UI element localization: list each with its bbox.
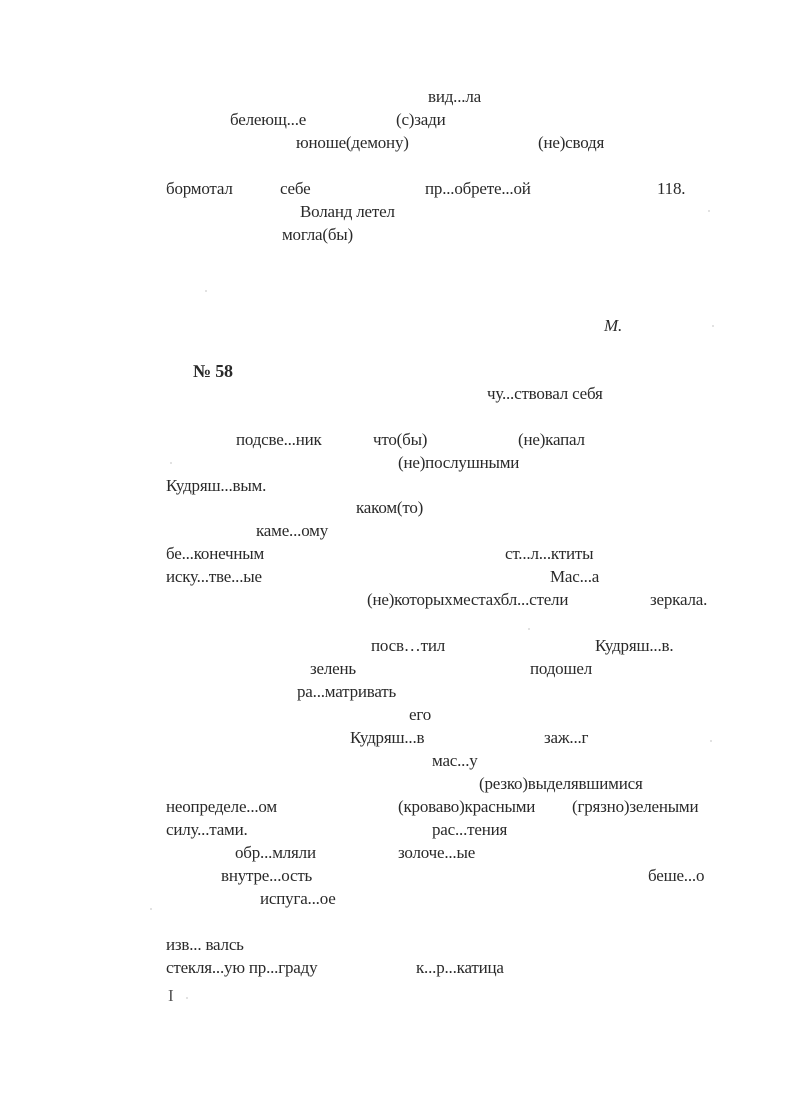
word: подсве...ник bbox=[236, 430, 322, 449]
word: золоче...ые bbox=[398, 843, 476, 862]
word: Кудряш...в bbox=[350, 728, 425, 747]
word: 118. bbox=[657, 179, 686, 198]
word: чу...ствовал себя bbox=[487, 384, 603, 403]
word: мас...у bbox=[432, 751, 478, 770]
word: зелень bbox=[310, 659, 356, 678]
word: обр...мляли bbox=[235, 843, 316, 862]
scan-speck bbox=[170, 462, 172, 464]
word: (резко)выделявшимися bbox=[479, 774, 643, 793]
scan-speck bbox=[186, 997, 188, 999]
word: (грязно)зелеными bbox=[572, 797, 699, 816]
word: Воланд летел bbox=[300, 202, 395, 221]
word: себе bbox=[280, 179, 311, 198]
word: к...р...катица bbox=[416, 958, 504, 977]
scan-speck bbox=[150, 908, 152, 910]
word: Кудряш...в. bbox=[595, 636, 674, 655]
scan-speck bbox=[205, 290, 207, 292]
word: изв... валсь bbox=[166, 935, 244, 954]
word: испуга...ое bbox=[260, 889, 336, 908]
word: (не)капал bbox=[518, 430, 585, 449]
scan-speck bbox=[712, 325, 714, 327]
word: ст...л...ктиты bbox=[505, 544, 594, 563]
word: его bbox=[409, 705, 431, 724]
word: юноше(демону) bbox=[296, 133, 409, 152]
scan-speck bbox=[528, 628, 530, 630]
word: внутре...ость bbox=[221, 866, 313, 885]
word: (кроваво)красными bbox=[398, 797, 536, 816]
word: заж...г bbox=[544, 728, 589, 747]
word: (не)сводя bbox=[538, 133, 605, 152]
word: каме...ому bbox=[256, 521, 329, 540]
scan-speck bbox=[710, 740, 712, 742]
word: иску...тве...ые bbox=[166, 567, 262, 586]
word: пр...обрете...ой bbox=[425, 179, 531, 198]
word: посв…тил bbox=[371, 636, 446, 655]
word: могла(бы) bbox=[282, 225, 353, 244]
word: (не)послушными bbox=[398, 453, 520, 472]
word: белеющ...е bbox=[230, 110, 307, 129]
word: бормотал bbox=[166, 179, 233, 198]
word: силу...тами. bbox=[166, 820, 248, 839]
word: каком(то) bbox=[356, 498, 424, 517]
word: подошел bbox=[530, 659, 592, 678]
word: Мас...а bbox=[550, 567, 600, 586]
word: (не)которыхместахбл...стели bbox=[367, 590, 569, 609]
word: ра...матривать bbox=[297, 682, 397, 701]
word: неопределе...ом bbox=[166, 797, 277, 816]
word: вид...ла bbox=[428, 87, 481, 106]
word: (с)зади bbox=[396, 110, 446, 129]
word: беше...о bbox=[648, 866, 705, 885]
page-mark: I bbox=[168, 986, 174, 1005]
word: зеркала. bbox=[650, 590, 708, 609]
word: Кудряш...вым. bbox=[166, 476, 267, 495]
exercise-heading: № 58 bbox=[193, 361, 233, 381]
word: что(бы) bbox=[373, 430, 428, 449]
word: бе...конечным bbox=[166, 544, 265, 563]
scan-speck bbox=[708, 210, 710, 212]
word: стекля...ую пр...граду bbox=[166, 958, 318, 977]
author-initial: М. bbox=[604, 316, 623, 335]
word: рас...тения bbox=[432, 820, 508, 839]
